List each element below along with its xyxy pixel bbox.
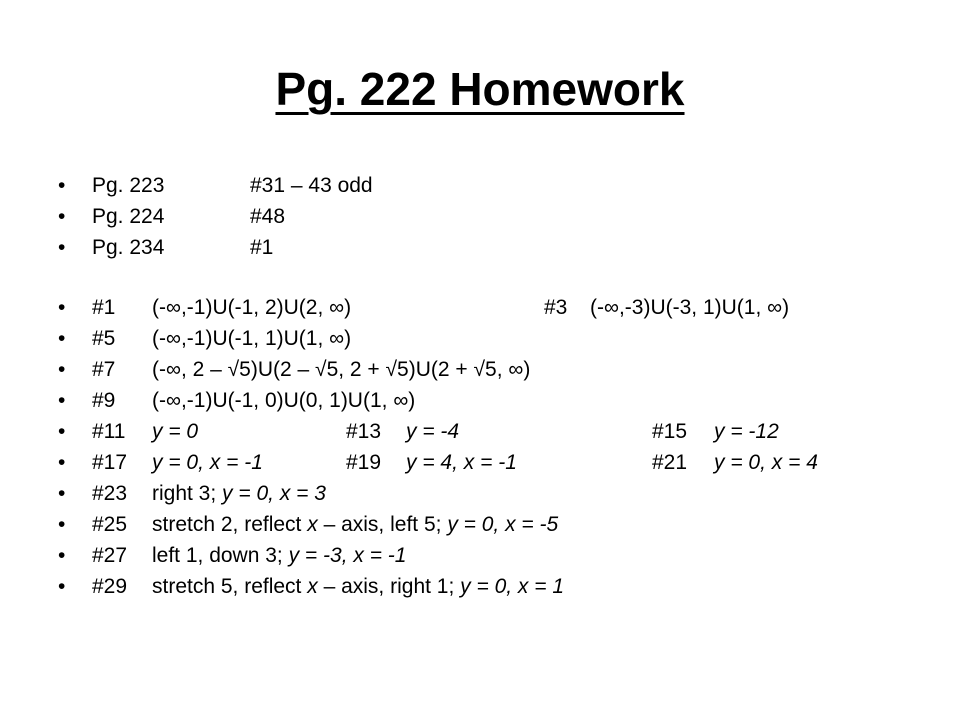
bullet: • bbox=[58, 205, 66, 228]
problem-number: #13 bbox=[346, 420, 382, 443]
assignment-page: Pg. 223 bbox=[92, 174, 165, 197]
answer-text: (-∞,-1)U(-1, 0)U(0, 1)U(1, ∞) bbox=[152, 389, 416, 412]
transform-text: – axis, left 5; bbox=[323, 513, 442, 536]
transform-text: – axis, right 1; bbox=[323, 575, 455, 598]
problem-number: #9 bbox=[92, 389, 116, 412]
problem-number: #23 bbox=[92, 482, 128, 505]
bullet: • bbox=[58, 482, 66, 505]
problem-number: #15 bbox=[652, 420, 688, 443]
assignment-page: Pg. 234 bbox=[92, 236, 165, 259]
problem-number: #3 bbox=[544, 296, 568, 319]
problem-number: #21 bbox=[652, 451, 688, 474]
answer-text: y = -12 bbox=[714, 420, 779, 443]
assignment-page: Pg. 224 bbox=[92, 205, 165, 228]
answer-text: y = 0 bbox=[152, 420, 199, 443]
bullet: • bbox=[58, 296, 66, 319]
problem-number: #5 bbox=[92, 327, 116, 350]
transform-text: left 1, down 3; bbox=[152, 544, 283, 567]
problem-number: #1 bbox=[92, 296, 116, 319]
problem-number: #27 bbox=[92, 544, 128, 567]
answer-text: (-∞,-3)U(-3, 1)U(1, ∞) bbox=[590, 296, 790, 319]
asymptote-text: y = 0, x = 3 bbox=[222, 482, 326, 505]
answer-text: y = 4, x = -1 bbox=[406, 451, 517, 474]
assignment-problems: #31 – 43 odd bbox=[250, 174, 373, 197]
problem-number: #25 bbox=[92, 513, 128, 536]
problem-number: #19 bbox=[346, 451, 382, 474]
transform-text: stretch 5, reflect bbox=[152, 575, 302, 598]
transform-text: stretch 2, reflect bbox=[152, 513, 302, 536]
bullet: • bbox=[58, 327, 66, 350]
answer-text bbox=[152, 540, 406, 571]
bullet: • bbox=[58, 513, 66, 536]
bullet: • bbox=[58, 174, 66, 197]
bullet: • bbox=[58, 451, 66, 474]
bullet: • bbox=[58, 575, 66, 598]
problem-number: #7 bbox=[92, 358, 116, 381]
assignment-problems: #1 bbox=[250, 236, 274, 259]
problem-number: #29 bbox=[92, 575, 128, 598]
answer-text bbox=[152, 478, 326, 509]
bullet: • bbox=[58, 236, 66, 259]
bullet: • bbox=[58, 358, 66, 381]
bullet: • bbox=[58, 389, 66, 412]
answer-text: (-∞, 2 – √5)U(2 – √5, 2 + √5)U(2 + √5, ∞) bbox=[152, 358, 531, 381]
answer-text: y = -4 bbox=[406, 420, 460, 443]
asymptote-text: y = -3, x = -1 bbox=[288, 544, 407, 567]
bullet: • bbox=[58, 420, 66, 443]
answer-text: (-∞,-1)U(-1, 1)U(1, ∞) bbox=[152, 327, 352, 350]
assignment-problems: #48 bbox=[250, 205, 286, 228]
page-title: Pg. 222 Homework bbox=[275, 63, 685, 115]
asymptote-text: y = 0, x = 1 bbox=[460, 575, 565, 598]
transform-text: right 3; bbox=[152, 482, 217, 505]
axis-variable: x bbox=[307, 513, 318, 536]
answer-text: (-∞,-1)U(-1, 2)U(2, ∞) bbox=[152, 296, 352, 319]
bullet: • bbox=[58, 544, 66, 567]
answer-text bbox=[152, 509, 558, 540]
axis-variable: x bbox=[307, 575, 318, 598]
asymptote-text: y = 0, x = -5 bbox=[447, 513, 559, 536]
problem-number: #11 bbox=[92, 420, 126, 443]
problem-number: #17 bbox=[92, 451, 128, 474]
answer-text bbox=[152, 571, 564, 602]
answer-text: y = 0, x = -1 bbox=[152, 451, 263, 474]
answer-text: y = 0, x = 4 bbox=[714, 451, 818, 474]
